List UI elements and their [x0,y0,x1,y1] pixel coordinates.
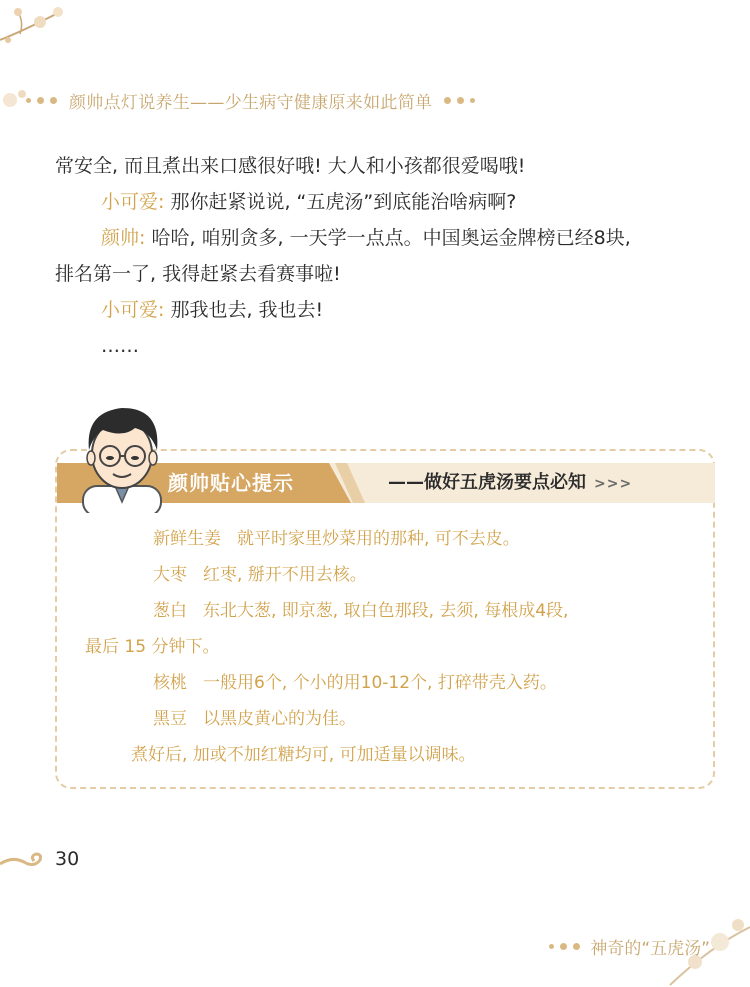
running-footer [549,934,710,959]
dialogue-line: 小可爱: 那你赶紧说说, “五虎汤”到底能治啥病啊? [101,191,517,213]
paragraph: 排名第一了, 我得赶紧去看赛事啦! [55,263,341,285]
tip-title: 颜帅贴心提示 [168,471,294,495]
doctor-avatar-icon [75,398,170,513]
speaker-label: 小可爱: [101,191,165,213]
dialogue-line: 小可爱: 那我也去, 我也去! [101,299,324,321]
tip-item-continuation: 最后 15 分钟下。 [85,637,220,657]
tip-item: 葱白 东北大葱, 即京葱, 取白色那段, 去须, 每根成4段, [153,601,569,621]
tip-item: 黑豆 以黑皮黄心的为佳。 [153,709,356,729]
dialogue-line: 颜帅: 哈哈, 咱别贪多, 一天学一点点。中国奥运金牌榜已经8块, [101,227,631,249]
running-header [0,88,475,112]
speaker-label: 小可爱: [101,299,165,321]
tip-subtitle: ——做好五虎汤要点必知 >>> [388,472,633,493]
tip-item: 核桃 一般用6个, 个小的用10-12个, 打碎带壳入药。 [153,673,557,693]
speaker-label: 颜帅: [101,227,146,249]
tip-note: 煮好后, 加或不加红糖均可, 可加适量以调味。 [131,745,476,765]
body-text [55,148,705,364]
page-number: 30 [55,848,80,870]
tip-item: 新鲜生姜 就平时家里炒菜用的那种, 可不去皮。 [153,529,520,549]
header-dots-right [444,97,475,104]
running-title: 颜帅点灯说养生——少生病守健康原来如此简单 [69,92,433,113]
arrows-icon: >>> [594,476,633,492]
chapter-title: 神奇的“五虎汤” [590,939,710,959]
swirl-ornament-icon [0,850,46,872]
header-dots-left [26,97,57,104]
tip-content [85,521,695,773]
ellipsis: …… [101,335,139,357]
blossom-branch-decoration [0,0,70,60]
footer-dots [549,943,580,950]
tip-item: 大枣 红枣, 掰开不用去核。 [153,565,367,585]
paragraph: 常安全, 而且煮出来口感很好哦! 大人和小孩都很爱喝哦! [55,155,526,177]
